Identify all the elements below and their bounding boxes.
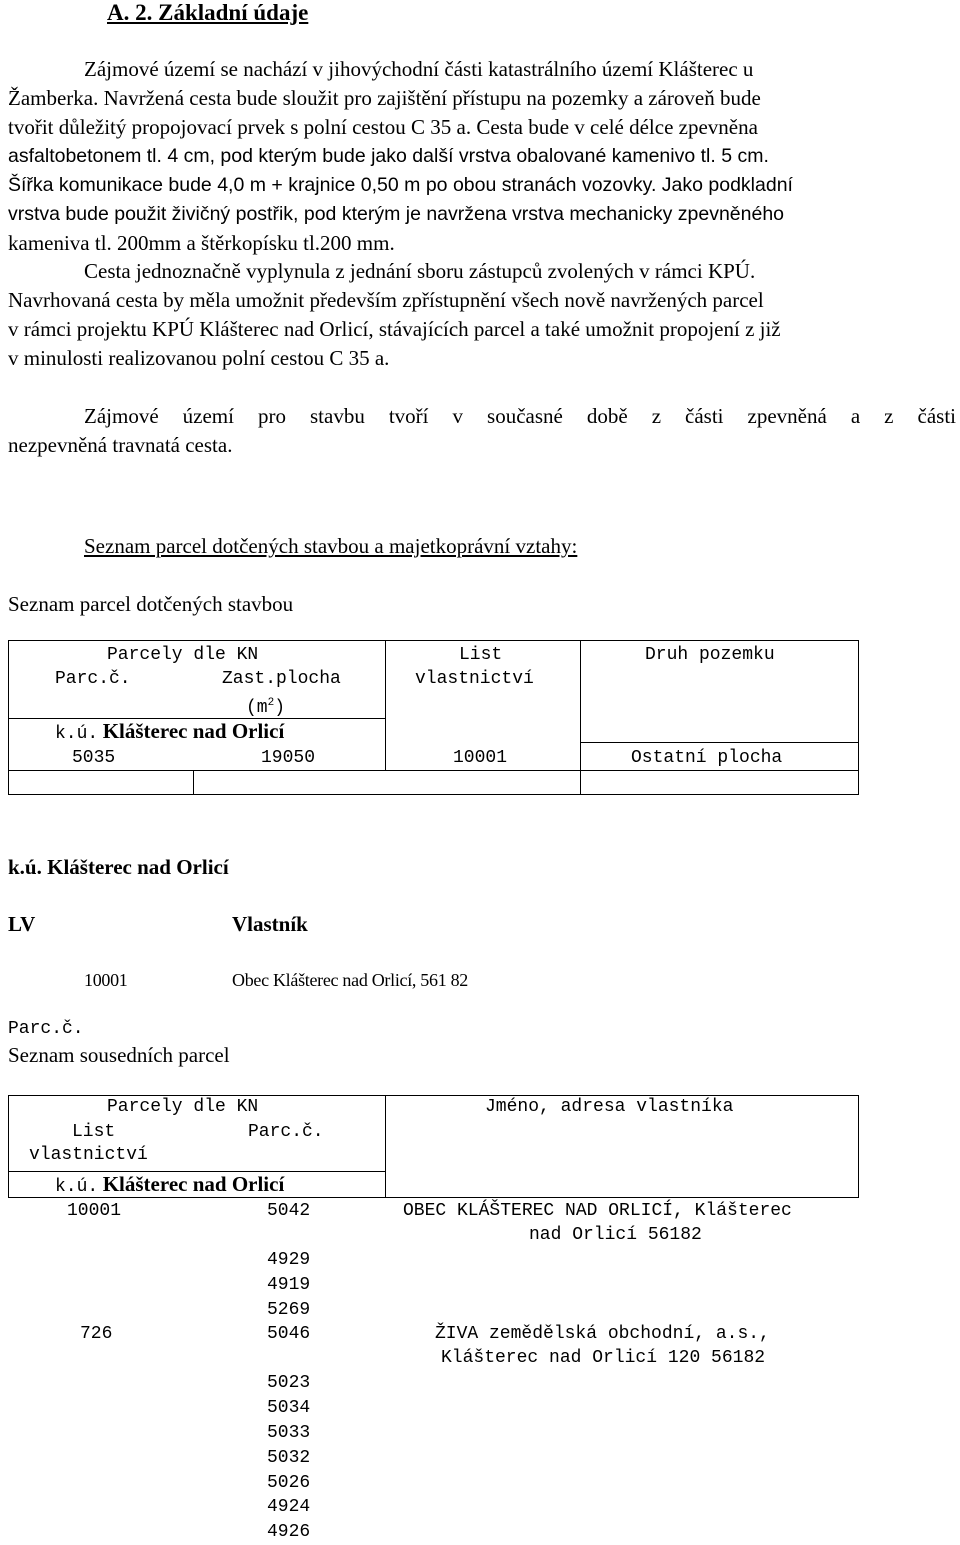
neighbours-title: Seznam sousedních parcel	[8, 1043, 230, 1067]
affected-row-lv: 10001	[453, 748, 508, 768]
affected-col-lv-1: List	[459, 645, 503, 665]
neighbours-row-4-parc: 5269	[267, 1300, 311, 1320]
affected-col-area: Zast.plocha	[222, 669, 341, 689]
neighbours-row-6-parc: 5023	[267, 1373, 311, 1393]
affected-row-type: Ostatní plocha	[631, 748, 783, 768]
neighbours-row-5-owner-2: Klášterec nad Orlicí 120 56182	[441, 1348, 766, 1368]
intro-line-6: vrstva bude použit živičný postřik, pod kterým je navržena vrstva mechanicky zpevněného	[8, 203, 785, 225]
parcel-list-heading: Seznam parcel dotčených stavbou a majetkoprávní vztahy:	[84, 534, 578, 558]
neighbours-row-1-owner-1: OBEC KLÁŠTEREC NAD ORLICÍ, Klášterec	[403, 1201, 792, 1221]
neighbours-ku-row: k.ú. Klášterec nad Orlicí	[55, 1172, 285, 1197]
affected-col-type: Druh pozemku	[645, 645, 775, 665]
affected-col-parc: Parc.č.	[55, 669, 131, 689]
affected-ku-row: k.ú. Klášterec nad Orlicí	[55, 719, 285, 744]
owners-header-owner: Vlastník	[232, 912, 308, 936]
neighbours-col-lv-2: vlastnictví	[29, 1145, 148, 1165]
neighbours-col-lv-1: List	[72, 1122, 116, 1142]
intro-line-5: Šířka komunikace bude 4,0 m + krajnice 0,50 m po obou stranách vozovky. Jako podkladní	[8, 174, 793, 196]
neighbours-row-12-parc: 4926	[267, 1522, 311, 1542]
affected-parcels-title: Seznam parcel dotčených stavbou	[8, 592, 294, 616]
section-heading: A. 2. Základní údaje	[107, 0, 309, 25]
neighbours-row-5-lv: 726	[80, 1324, 113, 1344]
neighbours-row-9-parc: 5032	[267, 1448, 311, 1468]
parc-label: Parc.č.	[8, 1019, 84, 1039]
affected-col-lv-2: vlastnictví	[415, 669, 534, 689]
intro-line-2: Žamberka. Navržená cesta bude sloužit pro zajištění přístupu na pozemky a zároveň bude	[8, 86, 761, 110]
intro-line-4: asfaltobetonem tl. 4 cm, pod kterým bude jako další vrstva obalované kamenivo tl. 5 cm.	[8, 145, 769, 167]
neighbours-row-8-parc: 5033	[267, 1423, 311, 1443]
owners-header-lv: LV	[8, 912, 36, 936]
affected-group-header: Parcely dle KN	[107, 645, 259, 665]
neighbours-row-7-parc: 5034	[267, 1398, 311, 1418]
neighbours-row-11-parc: 4924	[267, 1497, 311, 1517]
intro-line-11: v minulosti realizovanou polní cestou C 35 a.	[8, 346, 390, 370]
intro-line-7: kameniva tl. 200mm a štěrkopísku tl.200 mm.	[8, 231, 395, 255]
current-state-line-1: Zájmové území pro stavbu tvoří v současné době z části zpevněná a z části	[84, 404, 956, 428]
neighbours-row-3-parc: 4919	[267, 1275, 311, 1295]
neighbours-row-5-owner-1: ŽIVA zemědělská obchodní, a.s.,	[435, 1324, 770, 1344]
intro-line-10: v rámci projektu KPÚ Klášterec nad Orlicí, stávajících parcel a také umožnit propojení z již	[8, 317, 781, 341]
neighbours-row-10-parc: 5026	[267, 1473, 311, 1493]
neighbours-row-1-lv: 10001	[67, 1201, 122, 1221]
neighbours-row-5-parc: 5046	[267, 1324, 311, 1344]
affected-row-area: 19050	[261, 748, 316, 768]
neighbours-col-parc: Parc.č.	[248, 1122, 324, 1142]
affected-col-area-unit: $(m^2)$	[246, 697, 286, 718]
neighbours-group-header: Parcely dle KN	[107, 1097, 259, 1117]
intro-line-3: tvořit důležitý propojovací prvek s polní cestou C 35 a. Cesta bude v celé délce zpevněna	[8, 115, 758, 139]
intro-line-9: Navrhovaná cesta by měla umožnit především zpřístupnění všech nově navržených parcel	[8, 288, 764, 312]
ku-heading: k.ú. Klášterec nad Orlicí	[8, 855, 229, 879]
neighbours-row-1-owner-2: nad Orlicí 56182	[529, 1225, 702, 1245]
intro-line-8: Cesta jednoznačně vyplynula z jednání sboru zástupců zvolených v rámci KPÚ.	[84, 259, 756, 283]
current-state-line-2: nezpevněná travnatá cesta.	[8, 433, 233, 457]
neighbours-row-1-parc: 5042	[267, 1201, 311, 1221]
affected-row-parc: 5035	[72, 748, 116, 768]
neighbours-col-owner: Jméno, adresa vlastníka	[485, 1097, 734, 1117]
owner-lv: 10001	[84, 970, 128, 990]
neighbours-row-2-parc: 4929	[267, 1250, 311, 1270]
intro-line-1: Zájmové území se nachází v jihovýchodní části katastrálního území Klášterec u	[84, 57, 754, 81]
owner-name: Obec Klášterec nad Orlicí, 561 82	[232, 970, 469, 990]
